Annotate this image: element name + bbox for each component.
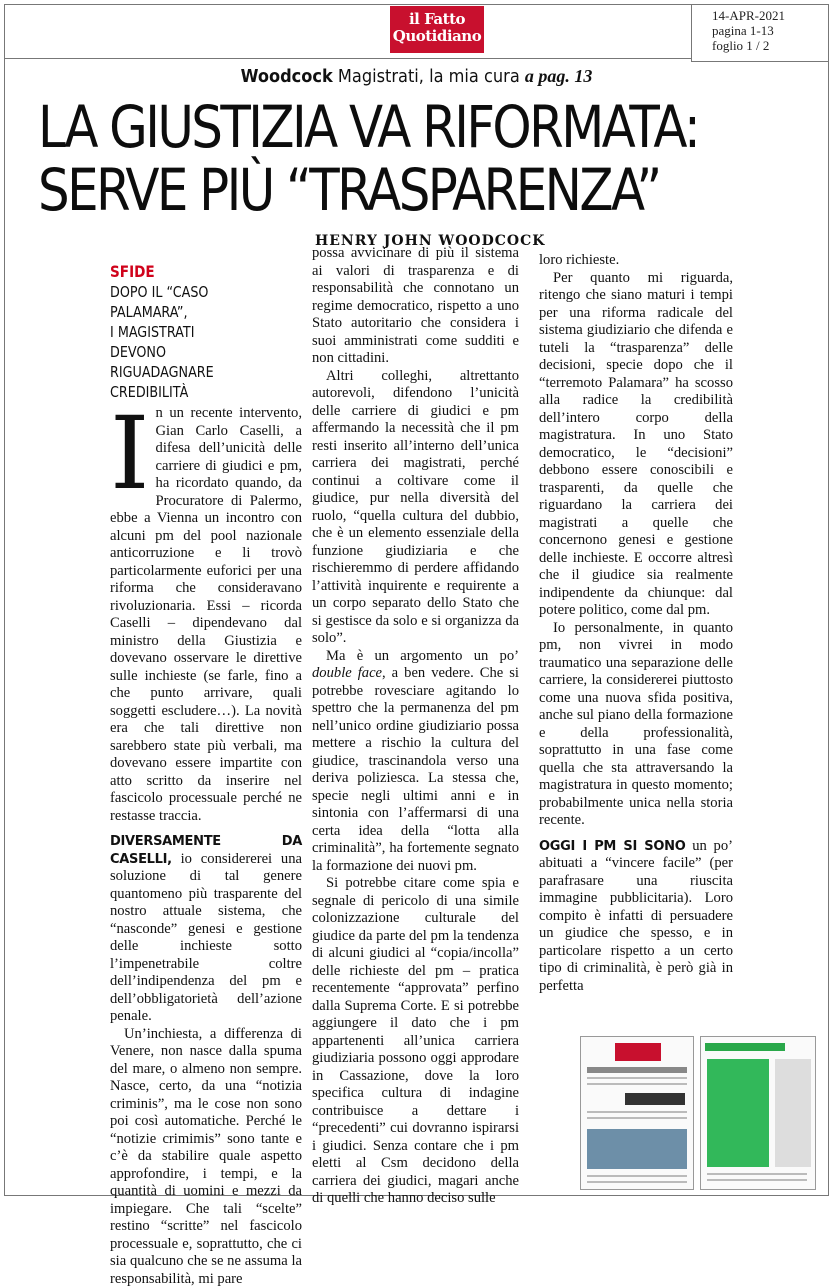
byline: HENRY JOHN WOODCOCK [315, 233, 545, 249]
summary-line: RIGUADAGNARE [110, 362, 272, 382]
paragraph: loro richieste. [539, 252, 733, 270]
thumbnail-text [587, 1111, 687, 1113]
thumbnail-text [587, 1175, 687, 1177]
logo-line1: il Fatto [390, 6, 484, 27]
thumbnail-text [587, 1181, 687, 1183]
paragraph: Un’inchiesta, a differenza di Venere, non nasce dalla spuma del mare, o almeno non sempre. Nasce, certo, da una “notizia criminis”, ma le cose non sono poi così automatiche. Perché le “notizie crimimis” sono tante e c’è da stabilire quale aspetto approfondire, i tempi, e la quantità di uomini e mezzi da impiegare. Che tali “scelte” restino “scritte” nel fascicolo processuale e, soprattutto, che ci sia qualcuno che se ne assuma la responsabilità, mi pare [110, 1026, 302, 1288]
thumbnail-text [587, 1117, 687, 1119]
thumbnail-text [707, 1179, 807, 1181]
paragraph-text: , a ben vedere. Che si potrebbe rovesciare agitando lo spettro che la permanenza del pm nell’unico ordine giudiziario possa mettere a rischio la cultura del giudice, trascinandola verso una deriva poliziesca. La stessa che, specie negli ultimi anni e in sintonia con l’affermarsi di una certa idea della “lotta alla criminalità”, ha fortemente segnato la formazione dei nuovi pm. [312, 665, 519, 874]
article-column-3 [539, 252, 733, 995]
clipping-page: pagina 1-13 [712, 23, 829, 38]
paragraph-lead: DIVERSAMENTE DA CASELLI, [110, 834, 302, 867]
paragraph: Per quanto mi riguarda, ritengo che siano maturi i tempi per una riforma radicale del sistema giudiziario che difenda e tuteli la “trasparenza” delle decisioni, specie dopo che il “terremoto Palamara” ha scosso alla radice la credibilità dell’intero corpo della magistratura. In uno Stato democratico, le “decisioni” debbono essere conoscibili e trasparenti, da quelle che riguardano la carriera dei magistrati a quelle che concernono genesi e gestione delle inchieste. E occorre altresì che il giudice sia realmente indipendente da chiunque: dal potere politico, come dal pm. [539, 270, 733, 620]
summary-line: PALAMARA”, [110, 302, 272, 322]
paragraph [539, 838, 733, 996]
thumbnail-text-block [775, 1059, 811, 1167]
paragraph: Si potrebbe citare come spia e segnale di pericolo di una simile colonizzazione culturale del giudice da parte del pm la tendenza di alcuni giudici al “copia/incolla” delle richieste del pm – pratica recentemente “approvata” perfino dalla Suprema Corte. E si potrebbe aggiungere il dato che i pm appartenenti all’unica carriera giudiziaria possono oggi approdare in Cassazione, dove la loro specifica cultura di indagine contribuisce a dettare i “precedenti” cui dovranno ispirarsi i giudici. Senza contare che i pm eletti al Csm decidono della carriera dei giudici, magari anche di quelli che hanno deciso sulle [312, 875, 519, 1208]
kicker-text: Magistrati, la mia cura [333, 66, 525, 87]
headline-line1: LA GIUSTIZIA VA RIFORMATA: [38, 96, 692, 159]
summary-label: SFIDE [110, 262, 155, 281]
paragraph-emphasis: double face [312, 665, 382, 681]
page-thumbnail-inner [700, 1036, 816, 1190]
summary-line: I MAGISTRATI [110, 322, 272, 342]
paragraph [110, 405, 302, 825]
paragraph-text: un po’ abituati a “vincere facile” (per parafrasare una riuscita immagine pubblicitaria). Loro compito è infatti di persuadere un giudice che spesso, e in particolare rispetto a un certo tipo di criminalità, è però già in perfetta [539, 838, 733, 994]
paragraph-lead: OGGI I PM SI SONO [539, 839, 685, 854]
thumbnail-headline [625, 1093, 685, 1105]
kicker-name: Woodcock [241, 66, 333, 87]
paragraph-text: io considererei una soluzione di tal genere quantomeno più trasparente del nostro attuale sistema, che “nasconde” genesi e gestione delle inchieste sotto l’impenetrabile coltre dell’indipendenza del pm e dell’obbligatorietà dell’azione penale. [110, 851, 302, 1025]
clipping-sheet: foglio 1 / 2 [712, 38, 829, 53]
headline-line2: SERVE PIÙ “TRASPARENZA” [38, 159, 692, 222]
paragraph: Altri colleghi, altrettanto autorevoli, difendono l’unicità delle carriere di giudici e pm affermando la necessità che il pm resti inserito all’interno dell’unica carriera dei magistrati, perché continui a coltivare come il giudice, pur nella diversità del ruolo, “quella cultura del dubbio, che è un elemento essenziale della funzione giudiziaria e che rischieremmo di perdere affidando l’attività inquirente e requirente a un corpo separato dello Stato che si gestisce da solo e si organizza da solo”. [312, 368, 519, 648]
thumbnail-logo [615, 1043, 661, 1061]
kicker [0, 66, 833, 87]
paragraph-text: Ma è un argomento un po’ [326, 648, 519, 664]
paragraph: possa avvicinare di più il sistema ai valori di trasparenza e di responsabilità che connotano un regime democratico, rispetto a uno Stato autoritario che considera i suoi amministrati come sudditi e non cittadini. [312, 245, 519, 368]
thumbnail-text [587, 1077, 687, 1079]
newspaper-logo [390, 6, 484, 53]
logo-line2: Quotidiano [390, 27, 484, 44]
paragraph [110, 833, 302, 1026]
thumbnail-text [707, 1173, 807, 1175]
kicker-page-ref: a pag. 13 [525, 66, 593, 86]
clipping-date: 14-APR-2021 [712, 8, 829, 23]
clipping-header [0, 0, 833, 58]
article-column-2 [312, 245, 519, 1208]
drop-cap: I [110, 411, 150, 497]
thumbnail-band [587, 1067, 687, 1073]
paragraph [312, 648, 519, 876]
summary-line: CREDIBILITÀ [110, 382, 272, 402]
thumbnail-photo [587, 1129, 687, 1169]
thumbnail-text [587, 1083, 687, 1085]
summary-line: DOPO IL “CASO [110, 282, 272, 302]
header-divider [4, 58, 691, 59]
thumbnail-graphic [707, 1059, 769, 1167]
article-column-1 [110, 405, 302, 1288]
clipping-metadata [691, 4, 829, 62]
summary [110, 282, 272, 402]
paragraph: Io personalmente, in quanto pm, non vivrei in modo traumatico una separazione delle carriere, la considererei piuttosto come una nuova sfida positiva, anche sul piano della formazione e della professionalità, soprattutto in una fase come quella che sta attraversando la magistratura in questo momento; probabilmente unica nella storia recente. [539, 620, 733, 830]
headline [38, 96, 692, 222]
summary-line: DEVONO [110, 342, 272, 362]
thumbnail-headline [705, 1043, 785, 1051]
paragraph-text: n un recente intervento, Gian Carlo Caselli, a difesa dell’unicità delle carriere di giudici e pm, ha ricordato quando, da Procuratore di Palermo, ebbe a Vienna un incontro con alcuni pm del pool nazionale anticorruzione e li trovò particolarmente euforici per una riforma che consideravano rivoluzionaria. Essi – ricorda Caselli – dipendevano dal ministro della Giustizia e dovevano osservare le direttive sulle inchieste (se farle, fino a che punto arrivare, quali soggetti escludere…). La novità era che tali direttive non sarebbero state più verbali, ma dovevano essere impartite con atto scritto da inserire nel fascicolo processuale perché ne restasse traccia. [110, 405, 302, 824]
page-thumbnail-front [580, 1036, 694, 1190]
